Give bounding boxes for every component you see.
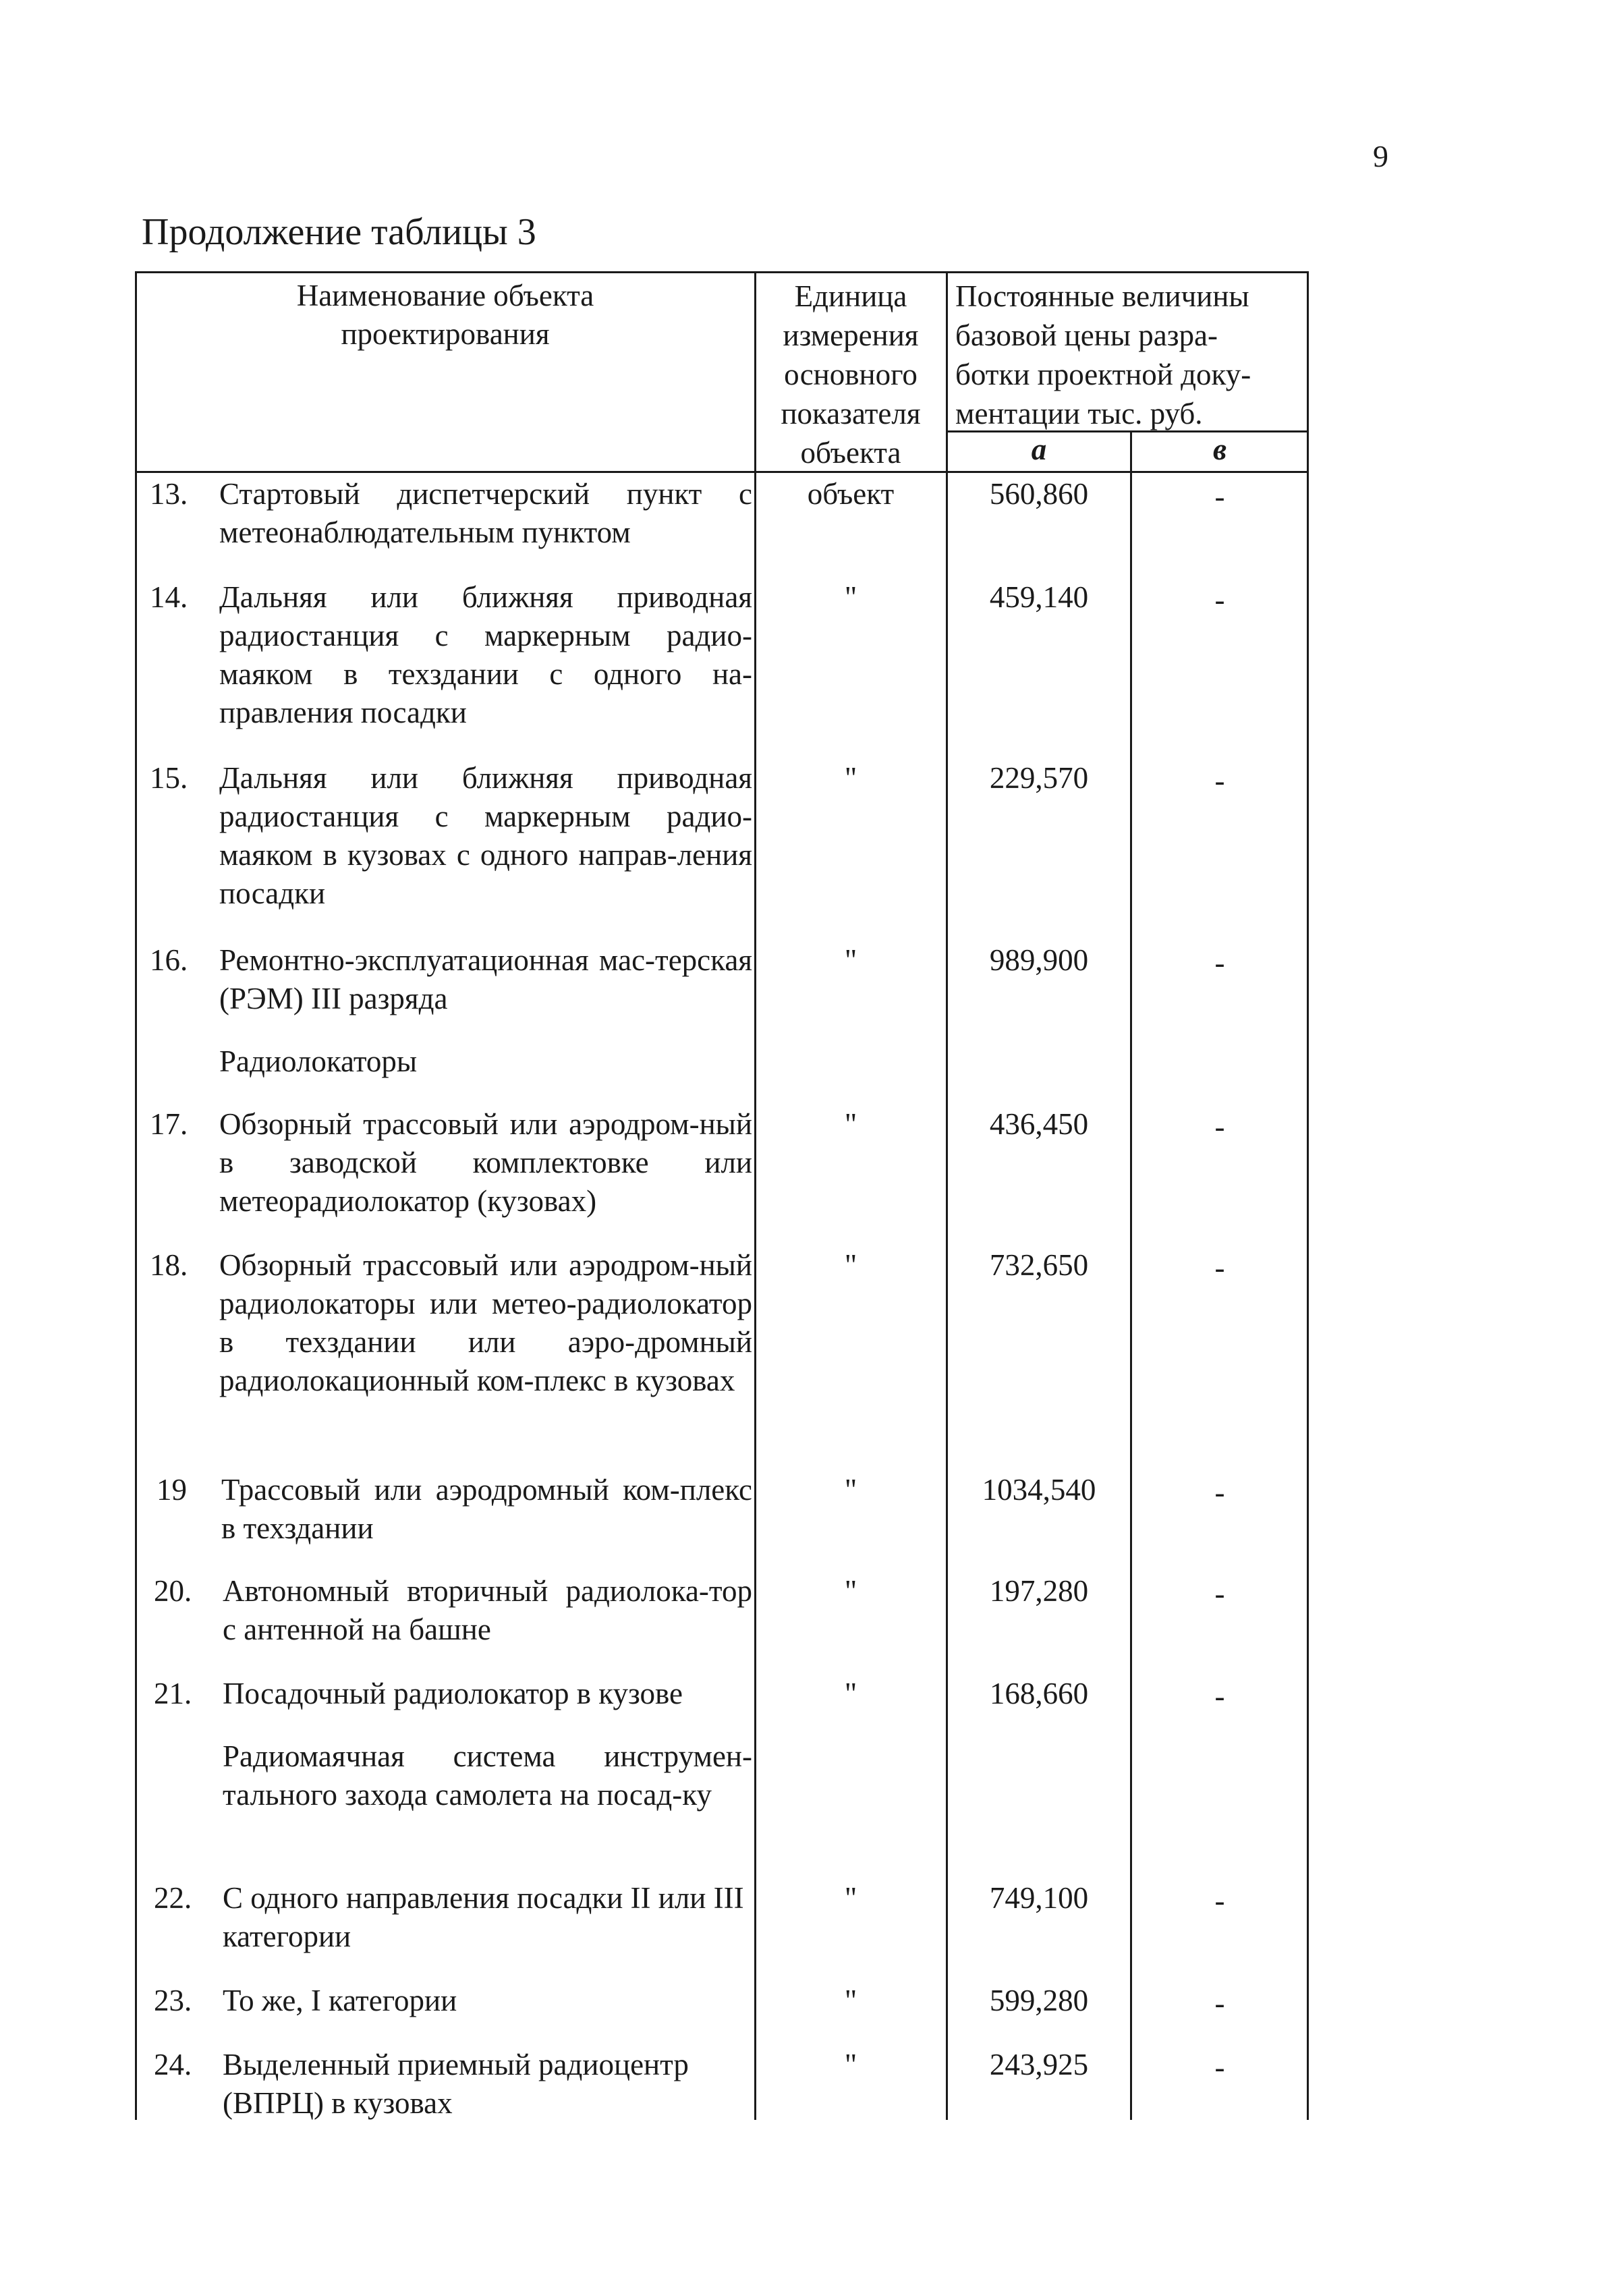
row-24-num: 24.: [154, 2048, 192, 2081]
row-16-a: 989,900: [989, 943, 1089, 977]
row-21-v: -: [1214, 1679, 1225, 1713]
row-14-name: Дальняя или ближняя приводная радиостанция с маркерным радио-маяком в техздании с одного на-правления посадки: [219, 580, 752, 729]
row-24-name: Выделенный приемный радиоцентр (ВПРЦ) в кузовах: [223, 2048, 689, 2120]
header-sub-a: а: [1031, 432, 1047, 466]
row-13-name: Стартовый диспетчерский пункт с метеонаблюдательным пунктом: [219, 477, 752, 549]
header-price-col: Постоянные величины базовой цены разра- ботки проектной доку- ментации тыс. руб.: [955, 279, 1251, 430]
row-21-a: 168,660: [989, 1677, 1089, 1710]
row-16-v: -: [1214, 946, 1225, 980]
table-right-border: [1307, 271, 1309, 2120]
row-15-a: 229,570: [989, 761, 1089, 795]
row-22-v: -: [1214, 1884, 1225, 1917]
header-sub-v: в: [1212, 432, 1227, 466]
row-17-v: -: [1214, 1110, 1225, 1144]
row-20-num: 20.: [154, 1574, 192, 1608]
row-13-a: 560,860: [989, 477, 1089, 511]
row-22-num: 22.: [154, 1881, 192, 1915]
row-23-unit: ": [844, 1984, 857, 2017]
row-17-unit: ": [844, 1107, 857, 1141]
row-22-a: 749,100: [989, 1881, 1089, 1915]
row-13-num: 13.: [150, 477, 188, 511]
row-15-unit: ": [844, 761, 857, 795]
table-left-border: [135, 271, 137, 2120]
table-caption: Продолжение таблицы 3: [142, 211, 536, 253]
row-19-num: 19: [157, 1473, 187, 1507]
row-13-unit: объект: [807, 477, 895, 511]
row-16-unit: ": [844, 943, 857, 977]
row-17-a: 436,450: [989, 1107, 1089, 1141]
row-14-a: 459,140: [989, 580, 1089, 614]
row-18-v: -: [1214, 1251, 1225, 1285]
row-22-name: С одного направления посадки II или III категории: [223, 1881, 744, 1953]
row-21-unit: ": [844, 1677, 857, 1710]
row-19-name: Трассовый или аэродромный ком-плекс в техздании: [221, 1473, 752, 1545]
page-number: 9: [1373, 139, 1388, 173]
row-13-v: -: [1214, 480, 1225, 513]
row-19-a: 1034,540: [982, 1473, 1096, 1507]
row-15-v: -: [1214, 764, 1225, 797]
row-23-v: -: [1214, 1986, 1225, 2020]
row-23-name: То же, I категории: [223, 1984, 457, 2017]
row-15-name: Дальняя или ближняя приводная радиостанция с маркерным радио-маяком в кузовах с одного направ-ления посадки: [219, 761, 752, 910]
row-14-unit: ": [844, 580, 857, 614]
row-20-unit: ": [844, 1574, 857, 1608]
row-21-name: Посадочный радиолокатор в кузове: [223, 1677, 683, 1710]
header-unit-col: Единица измерения основного показателя объекта: [781, 279, 921, 470]
row-23-a: 599,280: [989, 1984, 1089, 2017]
row-19-unit: ": [844, 1473, 857, 1507]
col-divider-price: [946, 271, 948, 2120]
data-table: [135, 271, 1309, 2120]
table-top-border: [135, 271, 1309, 273]
row-14-v: -: [1214, 583, 1225, 617]
row-18-a: 732,650: [989, 1248, 1089, 1282]
row-24-unit: ": [844, 2048, 857, 2081]
col-divider-unit: [754, 271, 756, 2120]
row-21-num: 21.: [154, 1677, 192, 1710]
row-18-num: 18.: [150, 1248, 188, 1282]
row-17-name: Обзорный трассовый или аэродром-ный в заводской комплектовке или метеорадиолокатор (кузовах): [219, 1107, 752, 1218]
row-18-unit: ": [844, 1248, 857, 1282]
row-18-name: Обзорный трассовый или аэродром-ный радиолокаторы или метео-радиолокатор в техздании или аэро-дромный радиолокационный ком-плекс в кузовах: [219, 1248, 752, 1397]
row-20-a: 197,280: [989, 1574, 1089, 1608]
row-20-name: Автономный вторичный радиолока-тор с антенной на башне: [223, 1574, 752, 1646]
row-22-unit: ": [844, 1881, 857, 1915]
row-14-num: 14.: [150, 580, 188, 614]
header-name-col: Наименование объекта проектирования: [296, 279, 594, 351]
row-23-num: 23.: [154, 1984, 192, 2017]
section-heading-ils: Радиомаячная система инструмен-тального захода самолета на посад-ку: [223, 1739, 752, 1812]
section-heading-radar: Радиолокаторы: [219, 1044, 418, 1078]
row-16-num: 16.: [150, 943, 188, 977]
row-24-v: -: [1214, 2050, 1225, 2084]
row-15-num: 15.: [150, 761, 188, 795]
row-19-v: -: [1214, 1476, 1225, 1509]
row-20-v: -: [1214, 1577, 1225, 1611]
row-17-num: 17.: [150, 1107, 188, 1141]
header-bottom-name: [135, 471, 754, 473]
row-24-a: 243,925: [989, 2048, 1089, 2081]
row-16-name: Ремонтно-эксплуатационная мас-терская (РЭМ) III разряда: [219, 943, 752, 1015]
